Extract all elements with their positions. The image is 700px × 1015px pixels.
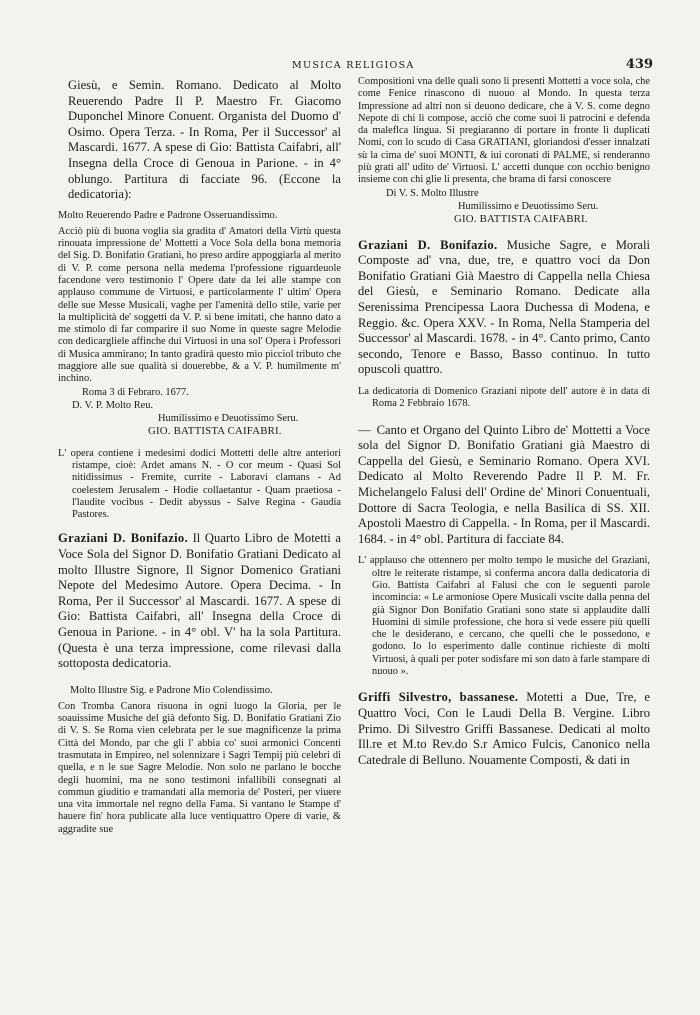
left-column [58,78,341,836]
editorial-note: La dedicatoria di Domenico Graziani nipote dell' autore è in data di Roma 2 Febbraio 1678. [358,386,650,410]
entry-text: Canto et Organo del Quinto Libro de' Mottetti a Voce sola del Signor D. Bonifatio Gratiani già Maestro di Cappella del Giesù, e Seminario Romano. Opera XVI. Dedicato al Molto Reverendo Padre Il P. M. Fr. Michelangelo Falusi dell' Ordine de' Minori Conuentuali, Dottore di Sacra Teologia, e nella Basilica di SS. XII. Apostoli Maestro di Cappella. - In Roma, per il Mascardi. 1684. - in 4° obl. Partitura di facciate 84. [358,422,650,546]
dedication-humble: Humilissimo e Deuotissimo Seru. [158,412,299,424]
editorial-note: L' applauso che ottennero per molto tempo le musiche del Graziani, oltre le reiterate ristampe, si conferma ancora dalla dedicatoria di Gio. Battista Caifabri al Falusi che con le seguenti parole incomincia: « Le armoniose Opere Musicali vscite dalla penna del già Signor Don Bonifatio Gratiani sono state si applaudite dalli Huomini di simile professione, che hora si vede essere più quelli che le desiderano, e cercano, che quelli che le possedono, e godono. Io lo esperimento dalle continue richieste di molti Virtuosi, à quali per poter sodisfare mi son dato à farle stampare di nuouo ». [358,555,650,678]
catalog-entry [358,423,650,548]
dedication-body: Acciò più di buona voglia sia gradita d' Amatori della Virtù questa rinouata impressione de' Mottetti a Voce Sola della bona memoria del Sig. D. Bonifatio Gratiani, ho preso ardire appoggiarla al merito di V. P. come persona nella medema l'professione riguardeuole facendone vero testimonio l' Opere date da lei alle stampe con applauso commune de Virtuosi, e particolarmente l' ultim' Opera delle sue Messe Musicali, vaghe per l'amenità dello stile, varie per la multiplicità de' soggetti da V. P. si bene imitati, che hanno dato a me stimolo di far comparire il suo Nome in queste sagre Melodie con dedicargliele affinche dui Virtuosi in una sol' Opera i Professori di Musica ammirano; In tanto gradirà questo mio picciol tributo che maggiore alle sue qualità si douerebbe, & a V. P. humilmente m' inchino. [58,225,341,385]
dedication-body: Con Tromba Canora risuona in ogni luogo la Gloria, per le soauissime Musiche del già defonto Sig. D. Bonifatio Gratiani Zio di V. S. Se Roma vien celebrata per le sue magnificenze la prima Città del Mondo, par che gli l' abbia co' suoi armonici Concenti trasmutata in Empireo, nel solennizare i Sagri Tempij più celebri di quella, e n le sue Sagre Melodie. Non solo ne parlano le bocche degli huomini, ma ne sono testimoni infallibili consegnati al commun giuditio e tramandati alla memoria de' Posteri, per viuere una vita immortale nel regno della Fama. Si vantano le Stampe d' hauere fin' hora publicate alla luce ventiquattro Opere di varie, & aggradite sue [58,700,341,835]
catalog-entry [358,690,650,768]
dedication-title: Molto Reuerendo Padre e Padrone Osseruandissimo. [58,209,278,221]
repeat-dash: — [358,422,371,437]
page-number: 439 [625,57,653,72]
catalog-entry-continuation: Giesù, e Semin. Romano. Dedicato al Molto Reuerendo Padre Il P. Maestro Fr. Giacomo Duponchel Minore Conuent. Organista del Duomo d' Osimo. Opera Terza. - In Roma, Per il Successor' al Mascardi. 1677. A spese di Gio: Battista Caifabri, all' Insegna della Croce di Genoua in Parione. - in 4° oblungo. Partitura di facciate 96. (Eccone la dedicatoria): [68,78,341,202]
entry-text: Motetti a Due, Tre, e Quattro Voci, Con le Laudi Della B. Vergine. Libro Primo. Di Silvestro Griffi Bassanese. Dedicati al molto Ill.re et M.to Rev.do S.r Amico Fulcis, Canonico nella Catedrale di Belluno. Nouamente Composti, & dati in [358,690,650,767]
dedication-date: Roma 3 di Febraro. 1677. [82,386,189,398]
right-column [358,76,650,768]
dedication-continuation: Compositioni vna delle quali sono li presenti Mottetti a voce sola, che come Fenice rinascono di nuouo al Mondo. In questa terza Impressione ad altri non si deuono dedicare, che à V. S. come degno Nepote di chi li compose, acciò che come suoi li patrocini e defenda da maleflca lingua. Si pregiaranno di portare in fronte li duplicati Nomi, con lo scudo di Casa GRATIANI, gloriandosi d'esser innalzati sù la cima de' suoi MONTI, & iui coronati di PALME, si renderanno più grati all' udito de' Virtuosi. L' accetti dunque con occhio benigno insieme con chi glie li presenta, che brama di farsi conoscere [358,76,650,186]
editorial-note: L' opera contiene i medesimi dodici Mottetti delle altre anteriori ristampe, cioè: Ardet amans N. - O cor meum - Quasi Sol nitidissimus - Fremite, currite - Laboravi clamans - Ad coelestem Jerusalem - Hodie collaetantur - Quam praetiosa - l'laudite vocibus - Dedit abyssus - Salve Regina - Gaudia Pastores. [58,447,341,521]
composer-name: Graziani D. Bonifazio. [58,531,188,546]
dedication-closing: Di V. S. Molto Illustre [386,187,479,199]
dedication-humble: Humilissimo e Deuotissimo Seru. [458,200,599,212]
entry-text: Il Quarto Libro de Motetti a Voce Sola del Signor D. Bonifatio Gratiani Dedicato al molto Illustre Signore, Il Signor Domenico Gratiani Nepote del Medesimo Autore. Opera Decima. - In Roma, Per il Successor' al Mascardi. 1677. A spese di Gio: Battista Caifabri, all' Insegna della Croce di Genoua in Parione. - in 4° obl. V' ha la sola Partitura. (Questa è una terza impressione, come rilevasi dalla sottoposta dedicatoria. [58,531,342,671]
composer-name: Griffi Silvestro, bassanese. [358,690,519,705]
dedication-closing: D. V. P. Molto Reu. [72,399,154,411]
composer-name: Graziani D. Bonifazio. [358,237,498,252]
entry-text: Musiche Sagre, e Morali Composte ad' vna, due, tre, e quattro voci da Don Bonifatio Gratiani Già Maestro di Cappella nella Chiesa del Giesù, e Seminario Romano. Dedicate alla Serenissima Prencipessa Laora Duchessa di Modena, e Reggio. &c. Opera XXV. - In Roma, Nella Stamperia del Successor' al Mascardi. 1678. - in 4°. Canto primo, Canto secondo, Tenore e Basso, Basso continuo. In tutto opuscoli quattro. [358,237,650,377]
dedication-signature: GIO. BATTISTA CAIFABRI. [454,212,588,225]
catalog-entry [358,238,650,378]
running-title: MUSICA RELIGIOSA [292,60,415,71]
dedication-title: Molto Illustre Sig. e Padrone Mio Colendissimo. [70,684,273,696]
dedication-signature: GIO. BATTISTA CAIFABRI. [148,424,282,437]
catalog-entry [58,531,341,671]
